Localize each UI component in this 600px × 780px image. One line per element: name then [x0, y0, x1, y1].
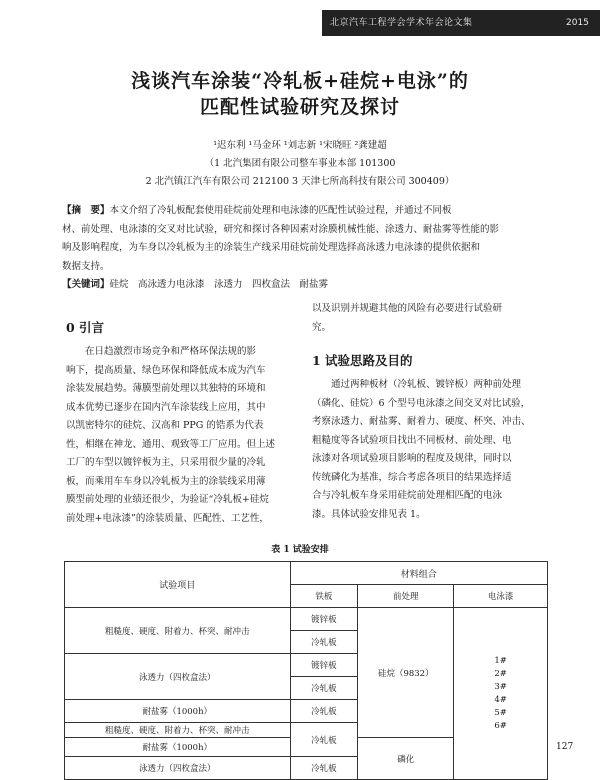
title-line-2: 匹配性试验研究及探讨 — [199, 96, 400, 118]
paint-code: 6# — [494, 720, 507, 731]
body-line: 粗糙度等各试验项目找出不同板材、前处理、电 — [312, 434, 512, 446]
keywords-label: 【关键词】 — [62, 279, 110, 290]
body-line: 传统磷化为基准，综合考虑各项目的结果选择适 — [312, 471, 512, 483]
subheader-plate: 铁板 — [290, 585, 358, 608]
body-line: 漆。具体试验安排见表 1。 — [312, 508, 426, 520]
abstract-label: 【摘 要】 — [62, 205, 110, 216]
body-line: 泳漆对各项试验项目影响的程度及规律，同时以 — [312, 453, 512, 464]
header-test-item: 试验项目 — [65, 562, 291, 608]
body-line: 合与冷轧板车身采用硅烷前处理相匹配的电泳 — [312, 490, 503, 501]
body-line: 通过两种板材（冷轧板、镀锌板）两种前处理 — [331, 379, 522, 390]
paint-list — [454, 608, 548, 780]
row-item: 耐盐雾（1000h） — [65, 738, 291, 757]
row-plate: 镀锌板 — [290, 608, 358, 631]
row-item: 耐盐雾（1000h） — [65, 700, 291, 723]
section-1-heading: 1 试验思路及目的 — [312, 353, 413, 368]
row-item: 泳透力（四枚盒法） — [65, 757, 291, 780]
subheader-paint: 电泳漆 — [454, 585, 548, 608]
body-line: 以凯密特尔的硅烷、汉高和 PPG 的锆系为代表 — [66, 420, 264, 431]
row-item: 泳透力（四枚盒法） — [65, 654, 291, 700]
subheader-pretreatment: 前处理 — [358, 585, 454, 608]
body-line: （磷化、硅烷）6 个型号电泳漆之间交叉对比试验， — [312, 397, 531, 409]
keywords-text: 硅烷 高泳透力电泳漆 泳透力 四枚盒法 耐盐雾 — [109, 279, 329, 290]
abstract-line: 材、前处理、电泳漆的交叉对比试验，研究和探讨各种因素对涂膜机械性能、涂透力、耐盐雾等性能的影 — [62, 223, 500, 235]
table-caption: 表 1 试验安排 — [271, 545, 329, 555]
page-number: 127 — [556, 742, 574, 752]
affiliation-2: 2 北汽镇江汽车有限公司 212100 3 天津七所高科技有限公司 300409） — [145, 176, 455, 187]
trial-table — [64, 561, 548, 780]
journal-year: 2015 — [566, 18, 589, 28]
section-0-heading: 0 引言 — [66, 320, 105, 335]
pretreat-silane: 硅烷（9832） — [358, 608, 454, 738]
row-plate: 冷轧板 — [290, 631, 358, 654]
paint-code: 5# — [494, 707, 507, 718]
abstract-line: 本文介绍了冷轧板配套使用硅烷前处理和电泳漆的匹配性试验过程，并通过不同板 — [109, 205, 452, 216]
row-plate: 冷轧板 — [290, 757, 358, 780]
body-line: 考察泳透力、耐盐雾、耐着力、硬度、杯突、冲击、 — [312, 416, 531, 427]
body-line: 在日趋激烈市场竞争和严格环保法规的影 — [85, 346, 257, 357]
paint-code: 2# — [494, 668, 507, 679]
body-line: 响下，提高质量、绿色环保和降低成本成为汽车 — [66, 364, 266, 376]
body-line: 涂装发展趋势。薄膜型前处理以其独特的环境和 — [66, 383, 266, 394]
paint-code: 1# — [494, 655, 507, 666]
author-names: ¹迟东利 ¹马金环 ¹刘志新 ¹宋晓旺 ²龚建超 — [213, 140, 387, 151]
paint-code: 3# — [494, 681, 507, 692]
body-line: 究。 — [312, 321, 332, 333]
row-plate-shared: 冷轧板 — [290, 723, 358, 757]
abstract-line: 响及影响程度，为车身以冷轧板为主的涂装生产线采用硅烷前处理选择高泳透力电泳漆的提供依据和 — [62, 242, 481, 253]
body-line: 性，相继在神龙、通用、观致等工厂应用。但上述 — [66, 438, 276, 450]
body-line: 成本优势已逐步在国内汽车涂装线上应用，其中 — [66, 401, 266, 413]
affiliation-1: （1 北汽集团有限公司整车事业本部 101300 — [204, 158, 396, 169]
journal-header: 北京汽车工程学会学术年会论文集 — [330, 18, 473, 28]
section-1-body — [312, 376, 542, 524]
row-plate: 冷轧板 — [290, 700, 358, 723]
row-item: 粗糙度、硬度、附着力、杯突、耐冲击 — [65, 723, 291, 738]
abstract-line: 数据支持。 — [62, 260, 110, 272]
pretreat-phosphate: 磷化 — [358, 738, 454, 780]
body-line: 膜型前处理的业绩还很少，为验证“冷轧板+硅烷 — [66, 494, 269, 505]
row-plate: 镀锌板 — [290, 654, 358, 677]
row-plate: 冷轧板 — [290, 677, 358, 700]
body-line: 板，而乘用车车身以冷轧板为主的涂装线采用薄 — [66, 475, 266, 487]
section-0-body — [66, 343, 290, 528]
paint-code: 4# — [494, 694, 507, 705]
row-item: 粗糙度、硬度、附着力、杯突、耐冲击 — [65, 608, 291, 654]
abstract — [62, 202, 550, 295]
body-line: 前处理+电泳漆”的涂装质量、匹配性、工艺性， — [66, 512, 269, 524]
header-material-group: 材料组合 — [290, 562, 547, 585]
body-line: 工厂的车型以镀锌板为主，只采用很少量的冷轧 — [66, 457, 266, 468]
title-line-1: 浅谈汽车涂装“冷轧板+硅烷+电泳”的 — [131, 70, 469, 92]
section-0-continued — [312, 300, 542, 337]
body-line: 以及识别并规避其他的风险有必要进行试验研 — [312, 303, 503, 314]
